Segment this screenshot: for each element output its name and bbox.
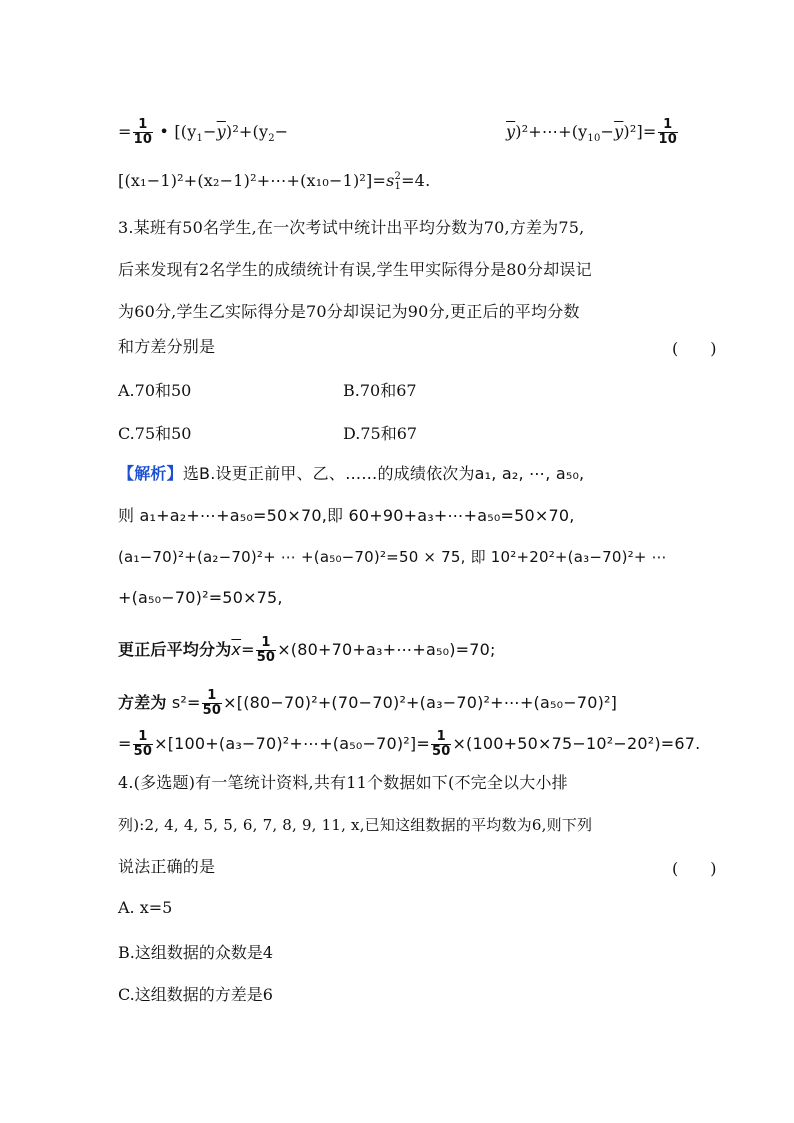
solution-line-1: 【解析】选B.设更正前甲、乙、……的成绩依次为a₁, a₂, ⋯, a₅₀,: [118, 464, 585, 483]
solution-line-4: +(a₅₀−70)²=50×75,: [118, 588, 283, 607]
y-bar: $\overline{y}$: [614, 122, 624, 141]
solution-line-2: 则 a₁+a₂+⋯+a₅₀=50×70,即 60+90+a₃+⋯+a₅₀=50×70,: [118, 506, 575, 525]
fraction-1-50: $\frac{1}{50}$: [256, 635, 276, 665]
solution-line-3: (a₁−70)²+(a₂−70)²+ ⋯ +(a₅₀−70)²=50 × 75, 即 10²+20²+(a₃−70)²+ ⋯: [118, 548, 667, 566]
formula-line-1: = $\frac{1}{10}$ • [$(y_1-\overline{y})^2+(y_2-$: [118, 117, 289, 147]
x-bar: $\overline{x}$: [231, 640, 242, 659]
solution-line-5: 更正后平均分为$\overline{x}=$ $\frac{1}{50}$ ×(80+70+a₃+⋯+a₅₀)=70;: [118, 635, 496, 665]
y-bar: $\overline{y}$: [506, 122, 516, 141]
answer-blank-3: ( ): [672, 339, 717, 358]
option-4-B: B.这组数据的众数是4: [118, 943, 274, 962]
option-3-C: C.75和50: [118, 424, 192, 443]
question-3-line-1: 3.某班有50名学生,在一次考试中统计出平均分数为70,方差为75,: [118, 218, 585, 237]
question-4-line-3: 说法正确的是: [118, 857, 216, 876]
answer-blank-4: ( ): [672, 859, 717, 878]
option-3-B: B.70和67: [343, 381, 417, 400]
text: =: [118, 122, 132, 141]
solution-line-7: = $\frac{1}{50}$ ×[100+(a₃−70)²+⋯+(a₅₀−70)²]= $\frac{1}{50}$ ×(100+50×75−10²−20²)=67.: [118, 729, 701, 759]
question-4-line-2: 列):2, 4, 4, 5, 5, 6, 7, 8, 9, 11, x,已知这组数据的平均数为6,则下列: [118, 816, 593, 834]
fraction-1-50: $\frac{1}{50}$: [202, 688, 222, 718]
solution-tag: 【解析】: [118, 464, 183, 483]
fraction-1-50: $\frac{1}{50}$: [431, 729, 451, 759]
question-3-line-4: 和方差分别是: [118, 337, 216, 356]
question-4-line-1: 4.(多选题)有一笔统计资料,共有11个数据如下(不完全以大小排: [118, 773, 568, 792]
formula-line-1-right: $\overline{y})^2+\cdots+(y_{10}-\overline{y})^2]=$ $\frac{1}{10}$: [506, 117, 677, 147]
question-3-line-3: 为60分,学生乙实际得分是70分却误记为90分,更正后的平均分数: [118, 302, 580, 321]
option-4-C: C.这组数据的方差是6: [118, 985, 273, 1004]
y-bar: $\overline{y}$: [216, 122, 226, 141]
question-3-line-2: 后来发现有2名学生的成绩统计有误,学生甲实际得分是80分却误记: [118, 260, 592, 279]
fraction-1-10: $\frac{1}{10}$: [133, 117, 153, 147]
option-3-D: D.75和67: [343, 424, 418, 443]
fraction-1-10: $\frac{1}{10}$: [658, 117, 677, 147]
option-3-A: A.70和50: [118, 381, 192, 400]
formula-line-2: [(x₁−1)²+(x₂−1)²+⋯+(x₁₀−1)²]=s 2 1 =4.: [118, 170, 431, 192]
text: • [(y: [159, 122, 197, 141]
option-4-A: A. x=5: [118, 898, 173, 917]
fraction-1-50: $\frac{1}{50}$: [133, 729, 153, 759]
solution-line-6: 方差为 s²= $\frac{1}{50}$ ×[(80−70)²+(70−70)²+(a₃−70)²+⋯+(a₅₀−70)²]: [118, 688, 618, 718]
